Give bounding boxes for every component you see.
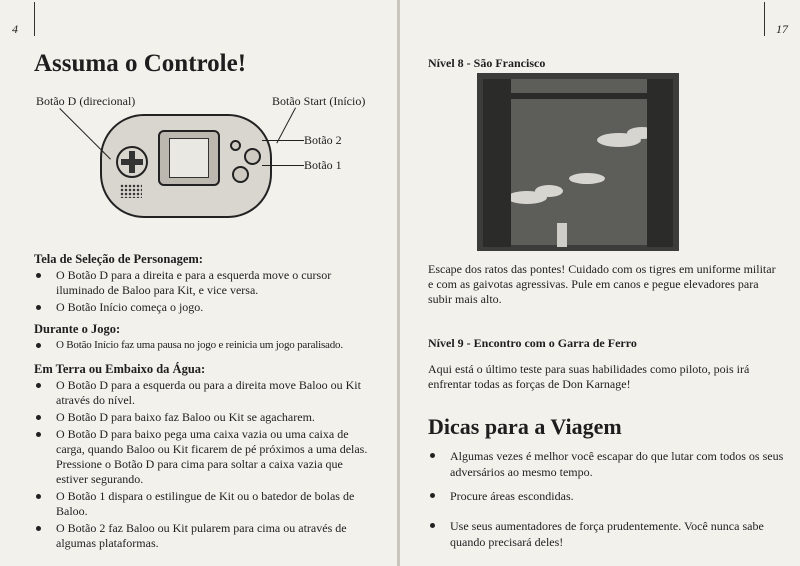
section-list: [34, 338, 384, 355]
screenshot-sky: [483, 79, 673, 245]
tips-list: [428, 448, 784, 558]
list-item: O Botão 1 dispara o estilingue de Kit ou o batedor de bolas de Baloo.: [34, 489, 368, 519]
list-item: O Botão D para baixo pega uma caixa vazia ou uma caixa de carga, quando Baloo ou Kit ficarem de pé próximos a uma delas. Pressione o Botão D para cima para soltar a caixa vazia que estiver segurando.: [34, 427, 368, 487]
label-start: Botão Start (Início): [272, 94, 366, 108]
game-gear-illustration: [100, 114, 272, 218]
page-number-left: 4: [12, 22, 18, 36]
list-item: O Botão D para baixo faz Baloo ou Kit se agacharem.: [34, 410, 368, 425]
dpad-icon: [116, 146, 148, 178]
speaker-grille-icon: [120, 184, 142, 198]
player-character-icon: [557, 223, 567, 247]
level-9-heading: Nível 9 - Encontro com o Garra de Ferro: [428, 336, 637, 350]
cloud-icon: [569, 173, 605, 184]
button-1-icon: [232, 166, 249, 183]
section-heading: Tela de Seleção de Personagem:: [34, 252, 203, 266]
cloud-icon: [535, 185, 563, 197]
console-screen: [169, 138, 209, 178]
list-item: O Botão Início faz uma pausa no jogo e reinicia um jogo paralisado.: [34, 338, 384, 353]
tips-title: Dicas para a Viagem: [428, 414, 622, 439]
page-rule: [34, 2, 35, 36]
button-2-icon: [244, 148, 261, 165]
list-item: O Botão D para a direita e para a esquerda move o cursor iluminado de Baloo para Kit, e vice versa.: [34, 268, 368, 298]
leader-line-button1: [262, 165, 304, 166]
bridge-beam-icon: [511, 93, 647, 99]
start-button-icon: [230, 140, 241, 151]
leader-line-button2: [262, 140, 304, 141]
page-title: Assuma o Controle!: [34, 50, 247, 77]
page-rule: [764, 2, 765, 36]
section-heading: Em Terra ou Embaixo da Água:: [34, 362, 206, 376]
label-button1: Botão 1: [304, 158, 342, 172]
list-item: O Botão 2 faz Baloo ou Kit pularem para cima ou através de algumas plataformas.: [34, 521, 368, 551]
label-dpad: Botão D (direcional): [36, 94, 136, 108]
console-screen-frame: [158, 130, 220, 186]
leader-line-start: [276, 108, 296, 144]
list-item: O Botão D para a esquerda ou para a direita move Baloo ou Kit através do nível.: [34, 378, 368, 408]
left-page: [0, 0, 398, 566]
section-list: [34, 268, 368, 317]
bridge-tower-icon: [647, 79, 673, 247]
tip-item: Algumas vezes é melhor você escapar do que lutar com todos os seus adversários ao mesmo tempo.: [428, 448, 784, 480]
level-9-description: Aqui está o último teste para suas habilidades como piloto, pois irá enfrentar todas as forças de Don Karnage!: [428, 362, 750, 391]
label-button2: Botão 2: [304, 133, 342, 147]
section-heading: Durante o Jogo:: [34, 322, 121, 336]
page-number-right: 17: [776, 22, 788, 36]
tip-item: Use seus aumentadores de força prudentemente. Você nunca sabe quando precisará deles!: [428, 518, 784, 550]
level-8-heading: Nível 8 - São Francisco: [428, 56, 546, 70]
list-item: O Botão Início começa o jogo.: [34, 300, 368, 315]
tip-item: Procure áreas escondidas.: [428, 488, 784, 504]
bridge-tower-icon: [483, 79, 511, 247]
section-list: [34, 378, 368, 553]
leader-line-dpad: [59, 108, 111, 160]
level-8-description: Escape dos ratos das pontes! Cuidado com os tigres em uniforme militar e com as gaivotas agressivas. Pule em canos e pegue elevadores para subir mais alto.: [428, 262, 776, 306]
game-screenshot: [477, 73, 679, 251]
